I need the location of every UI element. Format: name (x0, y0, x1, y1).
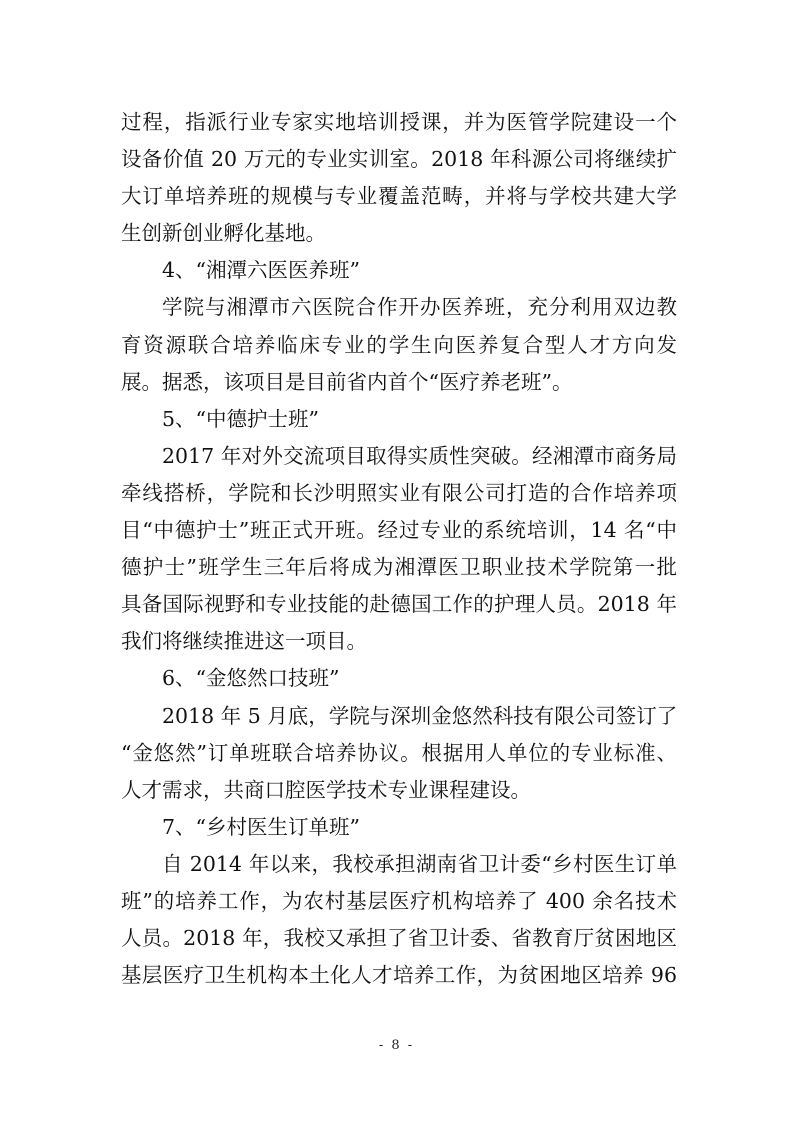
section-heading: 4、“湘潭六医医养班” (162, 258, 361, 283)
page-number: - 8 - (378, 1038, 415, 1053)
section-heading: 5、“中德护士班” (162, 406, 320, 431)
paragraph-first-line: 学院与湘潭市六医院合作开办医养班，充分利用双边教 (162, 295, 677, 320)
paragraph-line: 具备国际视野和专业技能的赴德国工作的护理人员。2018 年 (121, 592, 677, 617)
paragraph-line: 牵线搭桥，学院和长沙明照实业有限公司打造的合作培养项 (121, 480, 677, 505)
paragraph-first-line: 自 2014 年以来，我校承担湖南省卫计委“乡村医生订单 (162, 851, 677, 876)
paragraph-last-line: 展。据悉，该项目是目前省内首个“医疗养老班”。 (121, 369, 573, 394)
paragraph-last-line: 我们将继续推进这一项目。 (121, 629, 367, 654)
paragraph-last-line: 人才需求，共商口腔医学技术专业课程建设。 (121, 777, 531, 802)
paragraph-line: 人员。2018 年，我校又承担了省卫计委、省教育厅贫困地区 (121, 926, 677, 951)
paragraph-line: 设备价值 20 万元的专业实训室。2018 年科源公司将继续扩 (121, 147, 677, 172)
paragraph-line: 班”的培养工作，为农村基层医疗机构培养了 400 余名技术 (121, 888, 677, 913)
paragraph-first-line: 2018 年 5 月底，学院与深圳金悠然科技有限公司签订了 (162, 703, 677, 728)
paragraph-line: 育资源联合培养临床专业的学生向医养复合型人才方向发 (121, 332, 677, 357)
paragraph-line: 大订单培养班的规模与专业覆盖范畴，并将与学校共建大学 (121, 184, 677, 209)
paragraph-last-line: 生创新创业孵化基地。 (121, 221, 326, 246)
paragraph-line: 德护士”班学生三年后将成为湘潭医卫职业技术学院第一批 (121, 555, 677, 580)
paragraph-line: “金悠然”订单班联合培养协议。根据用人单位的专业标准、 (121, 740, 677, 765)
paragraph-first-line: 2017 年对外交流项目取得实质性突破。经湘潭市商务局 (162, 443, 677, 468)
document-body (121, 104, 677, 994)
section-heading: 7、“乡村医生订单班” (162, 814, 361, 839)
paragraph-line: 过程，指派行业专家实地培训授课，并为医管学院建设一个 (121, 110, 677, 134)
section-heading: 6、“金悠然口技班” (162, 666, 340, 691)
paragraph-line: 目“中德护士”班正式开班。经过专业的系统培训，14 名“中 (121, 518, 677, 543)
paragraph-line: 基层医疗卫生机构本土化人才培养工作，为贫困地区培养 96 (121, 963, 677, 988)
